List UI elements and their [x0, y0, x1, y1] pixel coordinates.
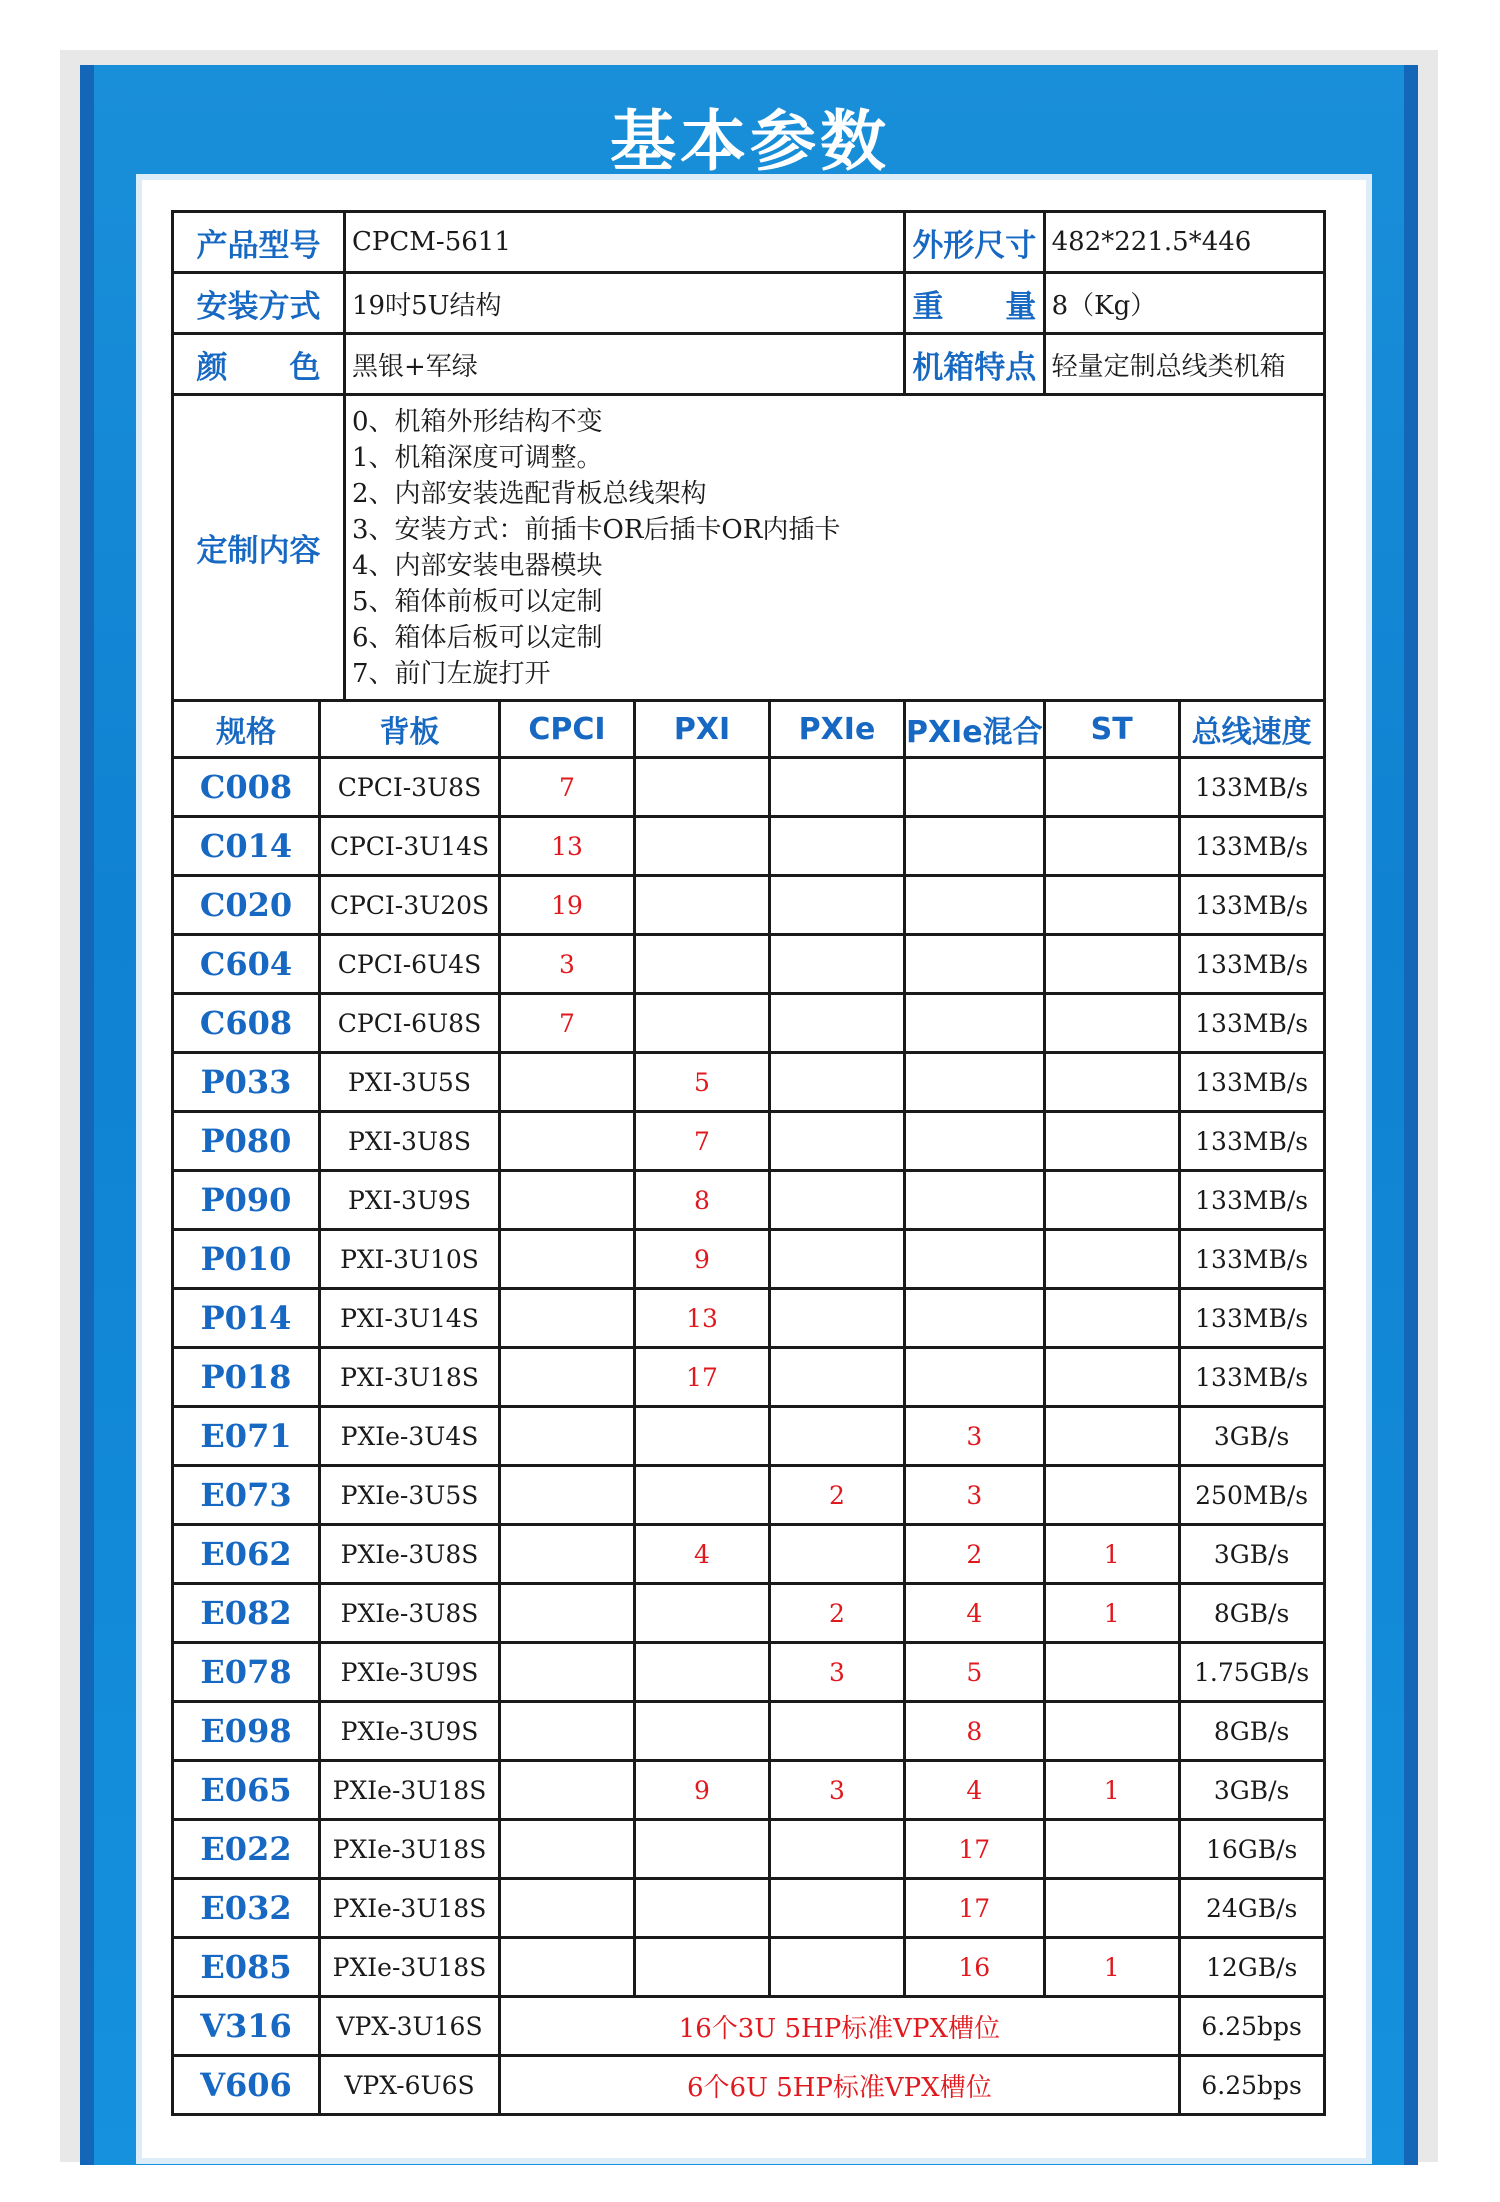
cell-bus-speed: 8GB/s: [1179, 1584, 1324, 1643]
cell-bus-speed: 250MB/s: [1179, 1466, 1324, 1525]
cell-bus-speed: 133MB/s: [1179, 994, 1324, 1053]
info-row-custom: [173, 395, 1325, 701]
cell-backplane: PXI-3U14S: [320, 1289, 500, 1348]
cell-bus-speed: 133MB/s: [1179, 935, 1324, 994]
cell-code: C008: [173, 758, 320, 817]
cell-pxie-mixed: [905, 758, 1045, 817]
header-bus-speed: 总线速度: [1179, 701, 1324, 758]
cell-pxi: [635, 1938, 770, 1997]
cell-pxie-mixed: 17: [905, 1820, 1045, 1879]
cell-code: P080: [173, 1112, 320, 1171]
page-title: 基本参数: [610, 103, 890, 180]
cell-cpci: 13: [500, 817, 635, 876]
cell-vpx-slots: 6个6U 5HP标准VPX槽位: [500, 2056, 1180, 2115]
table-row: [173, 1820, 1325, 1879]
cell-pxie-mixed: 4: [905, 1761, 1045, 1820]
header-pxie: PXIe: [770, 701, 905, 758]
cell-backplane: PXIe-3U9S: [320, 1702, 500, 1761]
cell-cpci: [500, 1407, 635, 1466]
cell-code: E062: [173, 1525, 320, 1584]
cell-pxie-mixed: [905, 1112, 1045, 1171]
table-row: [173, 817, 1325, 876]
feature-label: 机箱特点: [905, 334, 1045, 395]
cell-st: [1044, 994, 1179, 1053]
cell-cpci: [500, 1289, 635, 1348]
cell-st: [1044, 1643, 1179, 1702]
table-row: [173, 935, 1325, 994]
cell-code: V606: [173, 2056, 320, 2115]
size-value: 482*221.5*446: [1044, 212, 1324, 273]
cell-code: C608: [173, 994, 320, 1053]
cell-st: [1044, 1466, 1179, 1525]
custom-item: 1、机箱深度可调整。: [352, 442, 603, 473]
cell-backplane: CPCI-6U4S: [320, 935, 500, 994]
cell-pxie-mixed: 2: [905, 1525, 1045, 1584]
custom-item: 4、内部安装电器模块: [352, 550, 603, 581]
cell-pxi: [635, 758, 770, 817]
cell-pxie: [770, 1348, 905, 1407]
cell-backplane: PXIe-3U4S: [320, 1407, 500, 1466]
cell-backplane: PXI-3U5S: [320, 1053, 500, 1112]
cell-pxi: 9: [635, 1761, 770, 1820]
cell-bus-speed: 133MB/s: [1179, 1053, 1324, 1112]
cell-pxie: [770, 876, 905, 935]
cell-pxie: 2: [770, 1466, 905, 1525]
feature-value: 轻量定制总线类机箱: [1044, 334, 1324, 395]
cell-pxie-mixed: [905, 1289, 1045, 1348]
cell-bus-speed: 133MB/s: [1179, 1348, 1324, 1407]
cell-bus-speed: 133MB/s: [1179, 1112, 1324, 1171]
cell-pxi: 5: [635, 1053, 770, 1112]
cell-cpci: [500, 1348, 635, 1407]
info-row-install: [173, 273, 1325, 334]
cell-st: [1044, 1879, 1179, 1938]
cell-backplane: CPCI-3U8S: [320, 758, 500, 817]
cell-pxi: 17: [635, 1348, 770, 1407]
model-value: CPCM-5611: [345, 212, 905, 273]
cell-cpci: 3: [500, 935, 635, 994]
cell-pxie: 2: [770, 1584, 905, 1643]
table-row: [173, 1407, 1325, 1466]
table-row: [173, 1112, 1325, 1171]
cell-code: E071: [173, 1407, 320, 1466]
cell-cpci: [500, 1112, 635, 1171]
cell-code: P014: [173, 1289, 320, 1348]
table-row: [173, 758, 1325, 817]
cell-code: E078: [173, 1643, 320, 1702]
header-cpci: CPCI: [500, 701, 635, 758]
table-row: [173, 1348, 1325, 1407]
cell-bus-speed: 6.25bps: [1179, 1997, 1324, 2056]
cell-code: V316: [173, 1997, 320, 2056]
cell-bus-speed: 8GB/s: [1179, 1702, 1324, 1761]
table-row: [173, 1466, 1325, 1525]
table-row: [173, 1643, 1325, 1702]
cell-st: [1044, 1407, 1179, 1466]
cell-pxie-mixed: [905, 876, 1045, 935]
cell-pxi: [635, 1820, 770, 1879]
info-row-model: [173, 212, 1325, 273]
cell-cpci: [500, 1643, 635, 1702]
table-row: [173, 994, 1325, 1053]
install-value: 19吋5U结构: [345, 273, 905, 334]
table-row: [173, 1702, 1325, 1761]
custom-item: 5、箱体前板可以定制: [352, 586, 603, 617]
cell-st: [1044, 817, 1179, 876]
cell-pxie-mixed: 3: [905, 1407, 1045, 1466]
cell-pxi: [635, 1702, 770, 1761]
cell-code: E082: [173, 1584, 320, 1643]
cell-pxie: [770, 994, 905, 1053]
cell-cpci: [500, 1761, 635, 1820]
cell-pxie-mixed: 4: [905, 1584, 1045, 1643]
cell-pxie: [770, 1112, 905, 1171]
cell-pxi: [635, 1643, 770, 1702]
cell-bus-speed: 3GB/s: [1179, 1761, 1324, 1820]
cell-pxi: [635, 1407, 770, 1466]
cell-st: 1: [1044, 1525, 1179, 1584]
cell-code: P033: [173, 1053, 320, 1112]
cell-st: [1044, 1348, 1179, 1407]
cell-code: P010: [173, 1230, 320, 1289]
cell-pxie: [770, 1407, 905, 1466]
cell-backplane: PXIe-3U18S: [320, 1938, 500, 1997]
table-row-vpx: [173, 1997, 1325, 2056]
cell-bus-speed: 133MB/s: [1179, 817, 1324, 876]
cell-pxi: 8: [635, 1171, 770, 1230]
cell-backplane: CPCI-3U14S: [320, 817, 500, 876]
cell-pxi: [635, 1466, 770, 1525]
cell-backplane: PXIe-3U8S: [320, 1525, 500, 1584]
cell-backplane: PXIe-3U9S: [320, 1643, 500, 1702]
cell-bus-speed: 3GB/s: [1179, 1407, 1324, 1466]
cell-cpci: [500, 1525, 635, 1584]
cell-pxi: 9: [635, 1230, 770, 1289]
cell-pxi: [635, 1879, 770, 1938]
custom-item: 3、安装方式：前插卡OR后插卡OR内插卡: [352, 514, 841, 545]
cell-pxie-mixed: [905, 817, 1045, 876]
custom-label: 定制内容: [173, 395, 345, 701]
cell-backplane: PXIe-3U18S: [320, 1761, 500, 1820]
install-label: 安装方式: [173, 273, 345, 334]
cell-pxi: [635, 817, 770, 876]
cell-bus-speed: 133MB/s: [1179, 1171, 1324, 1230]
table-row: [173, 1230, 1325, 1289]
cell-bus-speed: 133MB/s: [1179, 1289, 1324, 1348]
header-st: ST: [1044, 701, 1179, 758]
custom-item: 6、箱体后板可以定制: [352, 622, 603, 653]
cell-st: [1044, 1820, 1179, 1879]
table-row: [173, 1525, 1325, 1584]
cell-pxie-mixed: [905, 1171, 1045, 1230]
cell-pxie: [770, 1820, 905, 1879]
cell-backplane: PXIe-3U5S: [320, 1466, 500, 1525]
custom-item: 2、内部安装选配背板总线架构: [352, 478, 707, 509]
cell-code: E022: [173, 1820, 320, 1879]
cell-pxi: [635, 994, 770, 1053]
cell-st: 1: [1044, 1584, 1179, 1643]
cell-pxie: [770, 1702, 905, 1761]
spec-table: [171, 210, 1326, 2116]
cell-pxie: [770, 1053, 905, 1112]
cell-pxie: 3: [770, 1761, 905, 1820]
cell-cpci: [500, 1466, 635, 1525]
cell-code: C020: [173, 876, 320, 935]
cell-pxie: [770, 1230, 905, 1289]
weight-value: 8（Kg）: [1044, 273, 1324, 334]
cell-pxie: [770, 817, 905, 876]
cell-st: 1: [1044, 1938, 1179, 1997]
cell-cpci: [500, 1584, 635, 1643]
cell-vpx-slots: 16个3U 5HP标准VPX槽位: [500, 1997, 1180, 2056]
custom-item: 0、机箱外形结构不变: [352, 406, 603, 437]
cell-pxie-mixed: 8: [905, 1702, 1045, 1761]
header-pxie-mixed: PXIe混合: [905, 701, 1045, 758]
header-pxi: PXI: [635, 701, 770, 758]
cell-code: E073: [173, 1466, 320, 1525]
header-backplane: 背板: [320, 701, 500, 758]
cell-st: [1044, 876, 1179, 935]
table-row: [173, 1879, 1325, 1938]
cell-st: [1044, 1053, 1179, 1112]
table-row: [173, 1761, 1325, 1820]
cell-pxie-mixed: [905, 1348, 1045, 1407]
cell-pxi: 13: [635, 1289, 770, 1348]
table-row-vpx: [173, 2056, 1325, 2115]
cell-pxie: [770, 1171, 905, 1230]
cell-pxi: 4: [635, 1525, 770, 1584]
cell-code: E085: [173, 1938, 320, 1997]
cell-backplane: PXIe-3U18S: [320, 1879, 500, 1938]
cell-cpci: 7: [500, 994, 635, 1053]
cell-st: [1044, 935, 1179, 994]
cell-backplane: PXI-3U18S: [320, 1348, 500, 1407]
cell-bus-speed: 6.25bps: [1179, 2056, 1324, 2115]
table-row: [173, 1171, 1325, 1230]
cell-cpci: [500, 1171, 635, 1230]
cell-code: P018: [173, 1348, 320, 1407]
cell-bus-speed: 133MB/s: [1179, 876, 1324, 935]
cell-backplane: CPCI-3U20S: [320, 876, 500, 935]
custom-item: 7、前门左旋打开: [352, 658, 551, 689]
cell-backplane: VPX-3U16S: [320, 1997, 500, 2056]
cell-pxie-mixed: 3: [905, 1466, 1045, 1525]
cell-cpci: 19: [500, 876, 635, 935]
cell-st: 1: [1044, 1761, 1179, 1820]
cell-pxie-mixed: [905, 994, 1045, 1053]
table-row: [173, 1289, 1325, 1348]
color-value: 黑银+军绿: [345, 334, 905, 395]
cell-pxie-mixed: [905, 1230, 1045, 1289]
cell-pxie-mixed: 16: [905, 1938, 1045, 1997]
cell-code: P090: [173, 1171, 320, 1230]
cell-pxi: 7: [635, 1112, 770, 1171]
cell-pxi: [635, 1584, 770, 1643]
cell-code: C014: [173, 817, 320, 876]
cell-pxi: [635, 935, 770, 994]
cell-code: E065: [173, 1761, 320, 1820]
cell-cpci: [500, 1938, 635, 1997]
cell-backplane: VPX-6U6S: [320, 2056, 500, 2115]
cell-code: E032: [173, 1879, 320, 1938]
cell-pxie-mixed: 17: [905, 1879, 1045, 1938]
cell-st: [1044, 1112, 1179, 1171]
cell-st: [1044, 1289, 1179, 1348]
cell-pxie: [770, 1938, 905, 1997]
cell-cpci: [500, 1053, 635, 1112]
table-row: [173, 1938, 1325, 1997]
cell-backplane: PXI-3U9S: [320, 1171, 500, 1230]
cell-bus-speed: 133MB/s: [1179, 1230, 1324, 1289]
cell-bus-speed: 133MB/s: [1179, 758, 1324, 817]
cell-pxie-mixed: 5: [905, 1643, 1045, 1702]
cell-backplane: PXIe-3U18S: [320, 1820, 500, 1879]
table-row: [173, 1053, 1325, 1112]
cell-pxie: [770, 1525, 905, 1584]
cell-pxie: [770, 935, 905, 994]
model-label: 产品型号: [173, 212, 345, 273]
cell-backplane: PXI-3U10S: [320, 1230, 500, 1289]
weight-label: 重 量: [905, 273, 1045, 334]
cell-cpci: [500, 1230, 635, 1289]
custom-items: [345, 395, 1325, 701]
cell-bus-speed: 12GB/s: [1179, 1938, 1324, 1997]
cell-cpci: 7: [500, 758, 635, 817]
spec-header-row: [173, 701, 1325, 758]
size-label: 外形尺寸: [905, 212, 1045, 273]
cell-code: C604: [173, 935, 320, 994]
cell-st: [1044, 1230, 1179, 1289]
header-spec: 规格: [173, 701, 320, 758]
cell-st: [1044, 1171, 1179, 1230]
cell-st: [1044, 758, 1179, 817]
cell-backplane: PXI-3U8S: [320, 1112, 500, 1171]
cell-pxie-mixed: [905, 935, 1045, 994]
cell-cpci: [500, 1702, 635, 1761]
cell-pxie-mixed: [905, 1053, 1045, 1112]
cell-bus-speed: 16GB/s: [1179, 1820, 1324, 1879]
cell-cpci: [500, 1879, 635, 1938]
cell-pxie: [770, 758, 905, 817]
info-row-color: [173, 334, 1325, 395]
cell-backplane: CPCI-6U8S: [320, 994, 500, 1053]
table-row: [173, 1584, 1325, 1643]
cell-bus-speed: 24GB/s: [1179, 1879, 1324, 1938]
cell-bus-speed: 3GB/s: [1179, 1525, 1324, 1584]
cell-code: E098: [173, 1702, 320, 1761]
cell-st: [1044, 1702, 1179, 1761]
cell-bus-speed: 1.75GB/s: [1179, 1643, 1324, 1702]
cell-cpci: [500, 1820, 635, 1879]
cell-pxie: [770, 1289, 905, 1348]
color-label: 颜 色: [173, 334, 345, 395]
cell-pxie: [770, 1879, 905, 1938]
cell-pxi: [635, 876, 770, 935]
table-row: [173, 876, 1325, 935]
cell-backplane: PXIe-3U8S: [320, 1584, 500, 1643]
cell-pxie: 3: [770, 1643, 905, 1702]
